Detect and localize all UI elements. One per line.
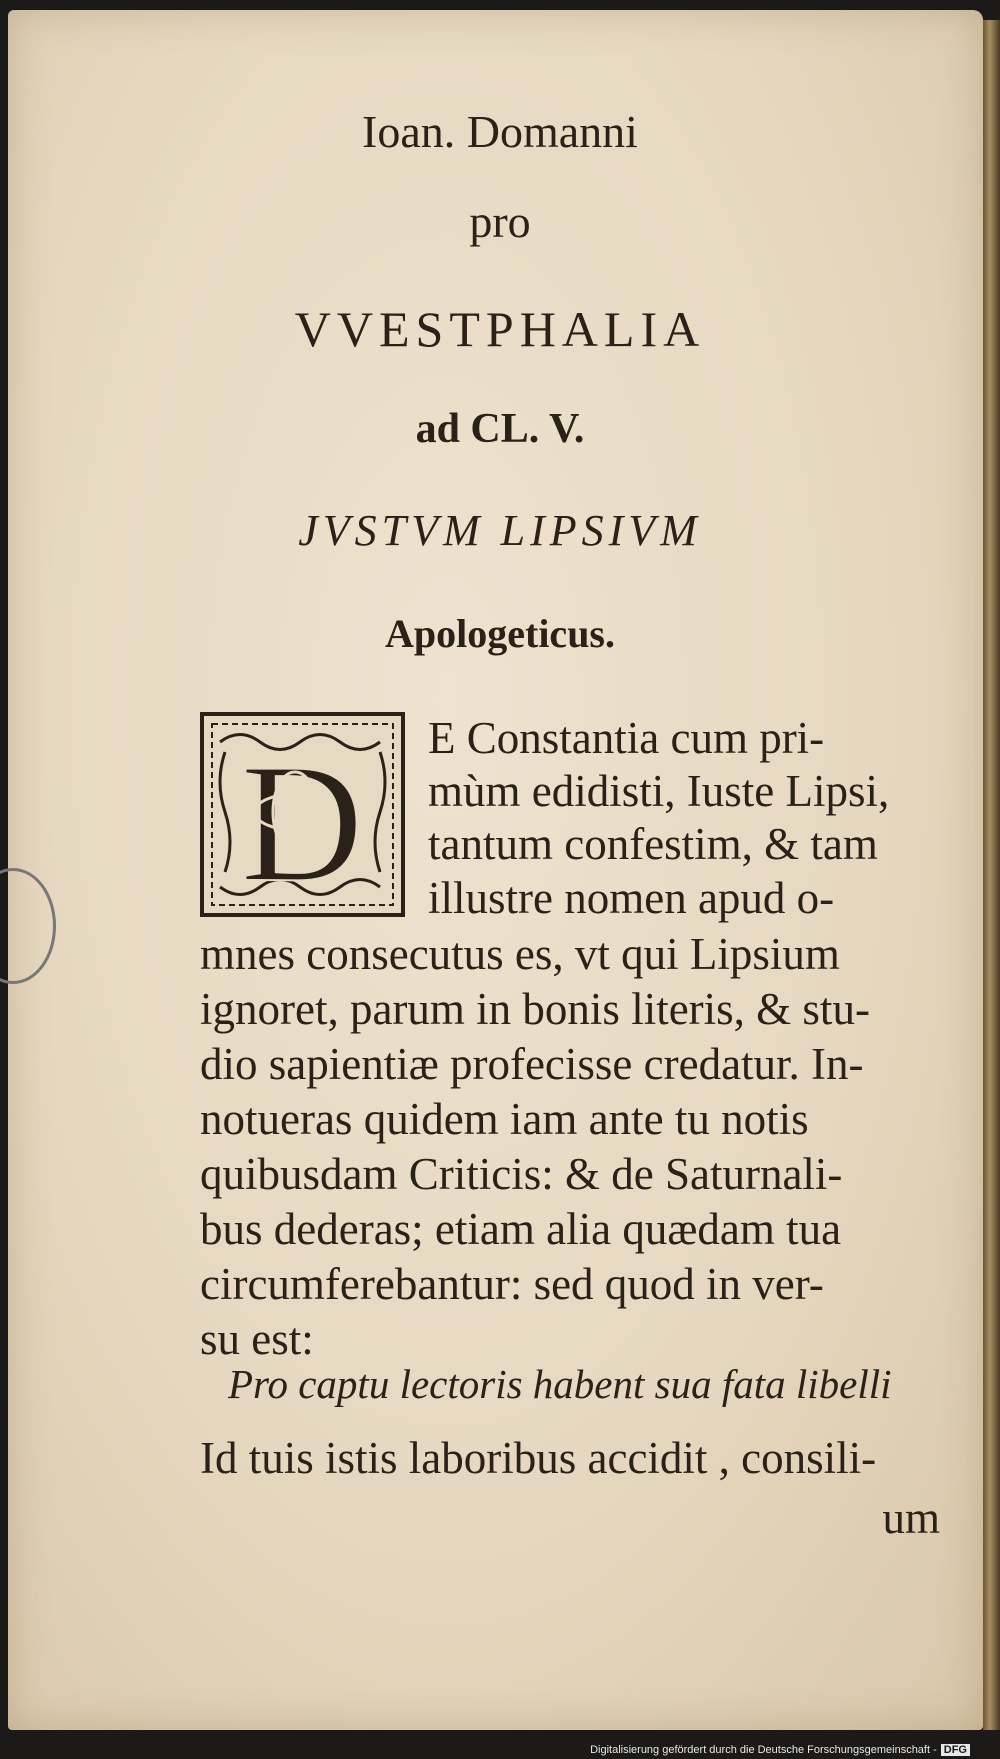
body-line-9: quibusdam Criticis: & de Saturnali- xyxy=(200,1149,843,1199)
body-line-4: illustre nomen apud o- xyxy=(428,873,835,923)
quote-line: Pro captu lectoris habent sua fata libelli xyxy=(228,1361,892,1407)
body-line-11: circumferebantur: sed quod in ver- xyxy=(200,1259,824,1309)
ad-line: ad CL. V. xyxy=(415,406,585,452)
body-line-8: notueras quidem iam ante tu notis xyxy=(200,1094,809,1144)
body-line-2: mùm edidisti, Iuste Lipsi, xyxy=(428,766,890,816)
body-line-1: E Constantia cum pri- xyxy=(428,713,825,763)
body-last-line: Id tuis istis laboribus accidit , consili- xyxy=(200,1433,877,1483)
pro-line: pro xyxy=(469,196,531,247)
region-title: VVESTPHALIA xyxy=(294,301,706,357)
footer-text: Digitalisierung gefördert durch die Deutsche Forschungsgemeinschaft - xyxy=(590,1744,937,1756)
body-line-12: su est: xyxy=(200,1314,314,1364)
svg-text:D: D xyxy=(240,729,364,917)
body-line-6: ignoret, parum in bonis literis, & stu- xyxy=(200,984,870,1034)
subtitle-line: Apologeticus. xyxy=(385,611,615,656)
decorated-initial-icon xyxy=(200,712,405,917)
book-edge xyxy=(983,20,1000,1730)
body-line-10: bus dederas; etiam alia quædam tua xyxy=(200,1204,842,1254)
author-line: Ioan. Domanni xyxy=(362,106,638,157)
dfg-badge: DFG xyxy=(941,1744,970,1756)
addressee-line: JVSTVM LIPSIVM xyxy=(298,506,702,555)
body-line-7: dio sapientiæ profecisse credatur. In- xyxy=(200,1039,864,1089)
catchword: um xyxy=(882,1493,940,1543)
body-line-3: tantum confestim, & tam xyxy=(428,819,878,869)
body-line-5: mnes consecutus es, vt qui Lipsium xyxy=(200,929,840,979)
digitization-footer xyxy=(590,1744,970,1756)
